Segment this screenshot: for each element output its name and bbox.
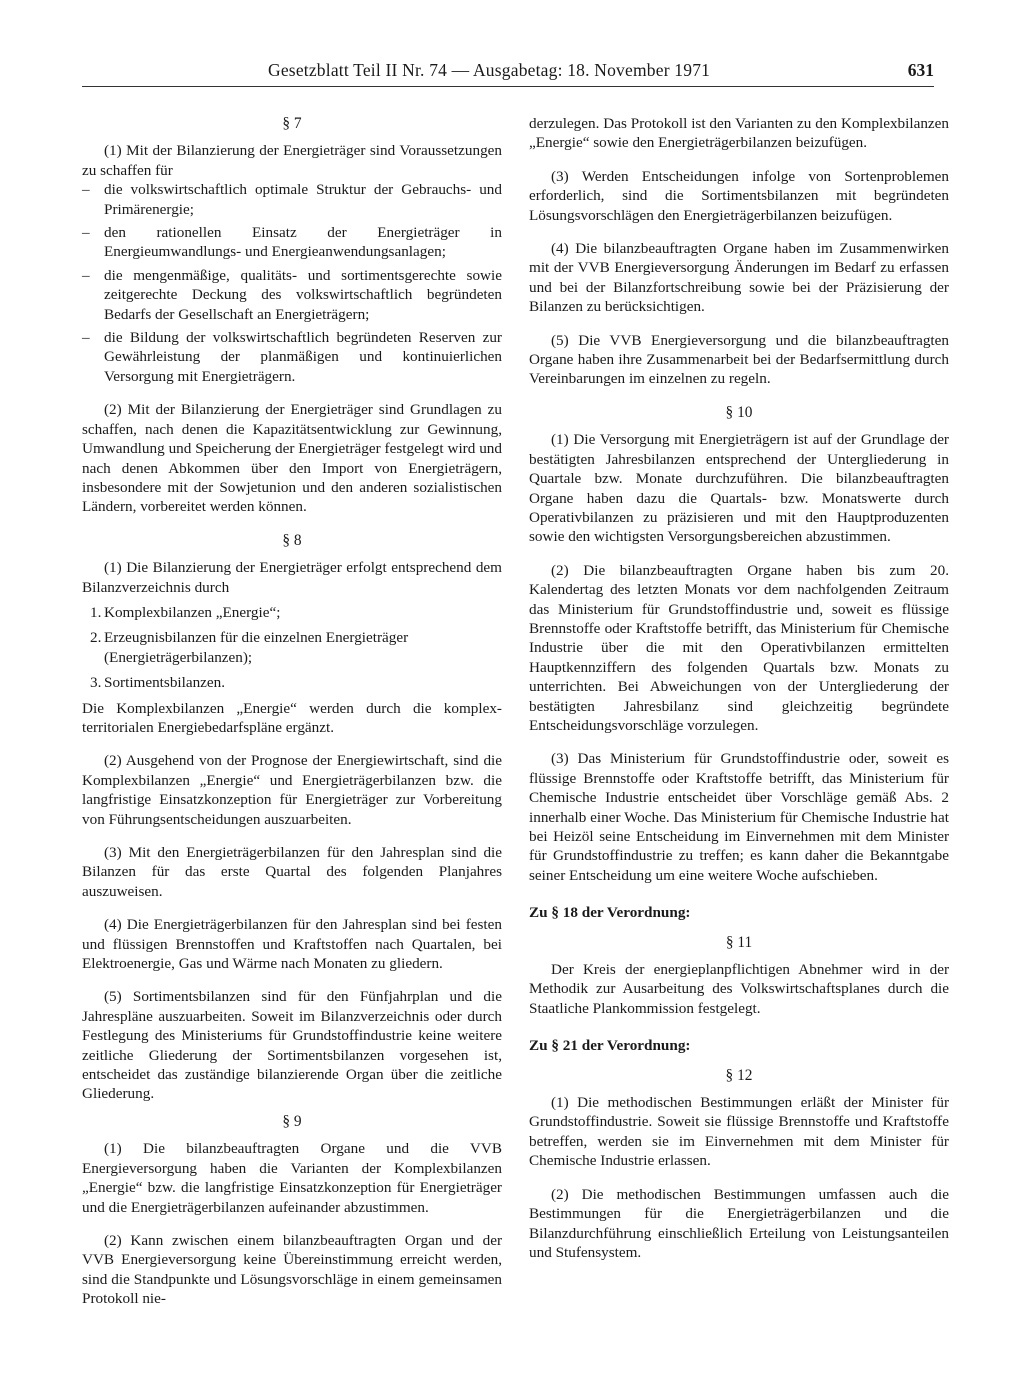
list-item: – die mengenmäßige, qualitäts- und sortimentsgerechte sowie zeitgerechte Deckung des volkswirtschaftlich begründeten Bedarfs der Gesellschaft an Energieträgern; (82, 266, 502, 324)
section-11-title: § 11 (725, 933, 753, 951)
list-number: 3. (90, 674, 102, 692)
section-9-paragraph-2-continued: derzulegen. Das Protokoll ist den Varianten zu den Komplexbilanzen „Energie“ sowie den Energieträgerbilanzen beizufügen. (529, 115, 949, 152)
page-header (82, 60, 934, 87)
section-7-title: § 7 (282, 115, 302, 132)
list-item (82, 628, 502, 667)
page-number: 631 (907, 60, 934, 80)
list-item (82, 673, 502, 692)
section-7-paragraph-2: (2) Mit der Bilanzierung der Energieträger sind Grundlagen zu schaffen, nach denen die Kapazitätsentwicklung zur Gewinnung, Umwandlung und Speicherung der Energieträger festgelegt wird und nach denen Abkommen über den Import von Energieträgern, insbesondere mit der Sowjetunion und den anderen sozialistischen Ländern, vorbereitet werden können. (82, 401, 502, 516)
section-8-paragraph-4: (4) Die Energieträgerbilanzen für den Jahresplan sind bei festen und flüssigen Brennstoffen und Kraftstoffen nach Quartalen, bei Elektroenergie, Gas und Wärme nach Monaten zu gliedern. (82, 916, 502, 973)
section-12-paragraph-2: (2) Die methodischen Bestimmungen umfassen auch die Bestimmungen für die Energieträgerbilanzen und die Bilanzdurchführung einschließlich Erteilung von Leistungsanteilen und Stufensystem. (529, 1185, 949, 1261)
list-item: – den rationellen Einsatz der Energieträger in Energieumwandlungs- und Energieanwendungsanlagen; (82, 223, 502, 262)
list-item (82, 603, 502, 622)
list-item: – die Bildung der volkswirtschaftlich begründeten Reserven zur Gewährleistung der planmäßigen und kontinuierlichen Versorgung mit Energieträgern. (82, 328, 502, 386)
regulation-reference-21: Zu § 21 der Verordnung: (529, 1037, 691, 1055)
section-10-paragraph-2: (2) Die bilanzbeauftragten Organe haben bis zum 20. Kalendertag des letzten Monats vor dem nachfolgenden Zeitraum das Ministerium für Grundstoffindustrie und, soweit es flüssige Brennstoffe oder Kraftstoffe betrifft, das Ministerium für Chemische Industrie über die mit den Operativbilanzen ermittelten Hauptkennziffern des folgenden Quartals bzw. Monats zu unterrichten. Bei Abweichungen von der Untergliederung der bestätigten Jahresbilanz sind gleichzeitig begründete Entscheidungsvorschläge vorzulegen. (529, 561, 949, 734)
section-8-paragraph-1-outro: Die Komplexbilanzen „Energie“ werden durch die komplex-territorialen Energiebedarfspläne ergänzt. (82, 699, 502, 736)
section-9-paragraph-4: (4) Die bilanzbeauftragten Organe haben im Zusammenwirken mit der VVB Energieversorgung Änderungen im Bedarf zu erfassen und bei der Bilanzfortschreibung sowie bei der Präzisierung der Bilanzen zu berücksichtigen. (529, 240, 949, 316)
left-column (82, 114, 502, 1323)
section-10-paragraph-1: (1) Die Versorgung mit Energieträgern ist auf der Grundlage der bestätigten Jahresbilanzen entsprechend der Untergliederung in Quartale bzw. Monate durchzuführen. Die bilanzbeauftragten Organe haben dazu die Quartals- bzw. Monatswerte durch Operativbilanzen zu präzisieren und mit den Hauptproduzenten sowie den wichtigsten Versorgungsbereichen abzustimmen. (529, 431, 949, 546)
list-text: Sortimentsbilanzen. (104, 674, 226, 692)
header-title: Gesetzblatt Teil II Nr. 74 — Ausgabetag: 18. November 1971 (268, 60, 711, 80)
section-9-title: § 9 (282, 1112, 302, 1130)
list-text: Erzeugnisbilanzen für die einzelnen Energieträger (Energieträgerbilanzen); (104, 629, 409, 666)
section-12-paragraph-1: (1) Die methodischen Bestimmungen erläßt der Minister für Grundstoffindustrie. Soweit sie flüssige Brennstoffe und Kraftstoffe betreffen, werden sie im Einvernehmen mit dem Minister für Chemische Industrie erlassen. (529, 1094, 949, 1170)
section-11-paragraph-1: Der Kreis der energieplanpflichtigen Abnehmer wird in der Methodik zur Ausarbeitung des Volkswirtschaftsplanes durch die Staatliche Plankommission festgelegt. (529, 961, 949, 1017)
section-12-title: § 12 (725, 1066, 753, 1084)
section-9-paragraph-2: (2) Kann zwischen einem bilanzbeauftragten Organ und der VVB Energieversorgung keine Übereinstimmung erreicht werden, sind die Standpunkte und Lösungsvorschläge in einem gemeinsamen Protokoll nie- (82, 1231, 502, 1308)
section-8-numbered-list (82, 603, 502, 693)
section-8-paragraph-2: (2) Ausgehend von der Prognose der Energiewirtschaft, sind die Komplexbilanzen „Energie“ und Energieträgerbilanzen bzw. die langfristige Einsatzkonzeption für Energieträger zur Vorbereitung von Führungsentscheidungen auszuarbeiten. (82, 752, 502, 828)
section-7-paragraph-1-intro: (1) Mit der Bilanzierung der Energieträger sind Voraussetzungen zu schaffen für (82, 142, 502, 179)
regulation-reference-18: Zu § 18 der Verordnung: (529, 904, 691, 922)
section-8-paragraph-3: (3) Mit den Energieträgerbilanzen für den Jahresplan sind die Bilanzen für das erste Quartal des folgenden Planjahres auszuweisen. (82, 844, 502, 900)
section-7-dash-list (82, 180, 502, 386)
section-9-paragraph-5: (5) Die VVB Energieversorgung und die bilanzbeauftragten Organe haben ihre Zusammenarbeit bei der Bedarfsermittlung durch Vereinbarungen im einzelnen zu regeln. (529, 331, 949, 388)
list-text: Komplexbilanzen „Energie“; (104, 603, 281, 621)
section-9-paragraph-1: (1) Die bilanzbeauftragten Organe und die VVB Energieversorgung haben die Varianten der Komplexbilanzen „Energie“ bzw. die langfristige Einsatzkonzeption für Energieträger und die Energieträgerbilanzen aufeinander abzustimmen. (82, 1140, 502, 1216)
section-8-paragraph-1-intro: (1) Die Bilanzierung der Energieträger erfolgt entsprechend dem Bilanzverzeichnis durch (82, 559, 502, 596)
list-item: – die volkswirtschaftlich optimale Struktur der Gebrauchs- und Primärenergie; (82, 180, 502, 219)
right-column (529, 114, 949, 1276)
section-10-title: § 10 (725, 403, 753, 421)
section-10-paragraph-3: (3) Das Ministerium für Grundstoffindustrie oder, soweit es flüssige Brennstoffe oder Kraftstoffe betrifft, das Ministerium für Chemische Industrie entscheidet über Vorschläge gemäß Abs. 2 innerhalb einer Woche. Das Ministerium für Chemische Industrie hat bei Heizöl seine Entscheidung im Einvernehmen mit dem Minister für Grundstoffindustrie zu treffen; es kann daher die Bekanntgabe seiner Entscheidung um eine weitere Woche aufschieben. (529, 750, 949, 884)
list-number: 1. (90, 603, 102, 621)
section-8-title: § 8 (282, 531, 302, 549)
section-8-paragraph-5: (5) Sortimentsbilanzen sind für den Fünfjahrplan und die Jahrespläne auszuarbeiten. Soweit im Bilanzverzeichnis oder durch Festlegung des Ministeriums für Grundstoffindustrie keine weitere zeitliche Gliederung der Sortimentsbilanzen vorgesehen ist, entscheidet das zuständige bilanzierende Organ über die zeitliche Gliederung. (82, 988, 502, 1103)
section-9-paragraph-3: (3) Werden Entscheidungen infolge von Sortenproblemen erforderlich, sind die Sortimentsbilanzen mit begründeten Lösungsvorschlägen den Energieträgerbilanzen beizufügen. (529, 167, 949, 224)
list-number: 2. (90, 629, 102, 647)
